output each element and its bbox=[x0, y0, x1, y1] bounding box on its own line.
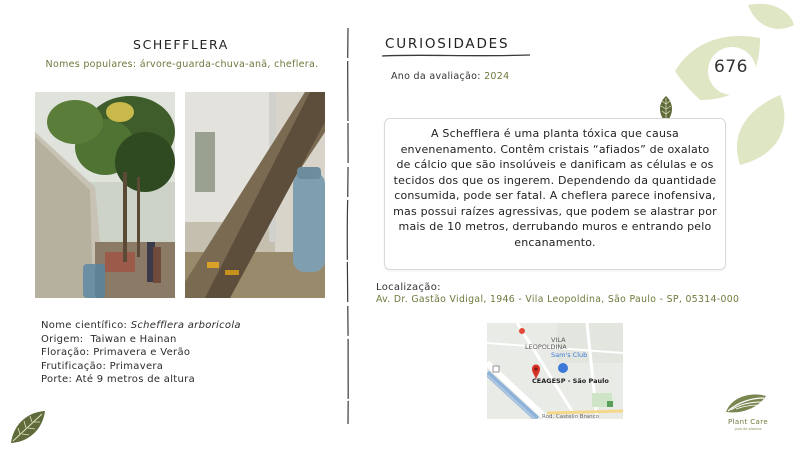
brand-name: Plant Care bbox=[727, 418, 769, 426]
food-pin-icon bbox=[519, 328, 525, 334]
fact-value: Taiwan e Hainan bbox=[90, 333, 177, 345]
curiosity-text: A Schefflera é uma planta tóxica que causa envenenamento. Contêm cristais “afiados” de oxalato de cálcio que são insolúveis e danificam as células e os tecidos dos que os ingerem. Dependendo da quantidade consumida, pode ser fatal. A cheflera parece inofensiva, mas possui raízes agressivas, que podem se alastrar por mais de 10 metros, derrubando muros e entrando pelo encanamento. bbox=[393, 127, 717, 249]
brand-tagline: guia de plantas bbox=[734, 427, 762, 431]
map-district-line2: LEOPOLDINA bbox=[525, 343, 567, 351]
fact-value: Primavera e Verão bbox=[93, 347, 191, 359]
fact-label: Nome científico: bbox=[41, 320, 128, 331]
fact-value: Primavera bbox=[109, 360, 164, 372]
map-district-line1: VILA bbox=[551, 336, 566, 344]
fact-label: Porte: bbox=[41, 374, 73, 386]
fact-fruiting bbox=[41, 360, 241, 374]
location-map[interactable] bbox=[487, 323, 623, 419]
badge-number: 676 bbox=[714, 57, 748, 77]
fact-origin bbox=[41, 333, 241, 347]
decorative-leaves bbox=[670, 0, 800, 175]
year-label: Ano da avaliação: bbox=[391, 71, 481, 82]
fact-label: Frutificação: bbox=[41, 360, 107, 372]
location-address: Av. Dr. Gastão Vidigal, 1946 - Vila Leopoldina, São Paulo - SP, 05314-000 bbox=[376, 294, 740, 305]
fact-size bbox=[41, 373, 241, 387]
leaf-icon bbox=[8, 408, 48, 446]
fact-label: Floração: bbox=[41, 347, 90, 359]
location-label: Localização: bbox=[376, 282, 441, 293]
plant-facts bbox=[41, 319, 241, 387]
map-place-2: CEAGESP - São Paulo bbox=[532, 377, 609, 385]
plant-photo-tree bbox=[35, 92, 175, 298]
year-value: 2024 bbox=[484, 71, 510, 82]
brand-logo-icon bbox=[722, 390, 770, 416]
plant-photo-trunk bbox=[185, 92, 325, 298]
fact-value: Até 9 metros de altura bbox=[75, 374, 195, 386]
fact-flowering bbox=[41, 346, 241, 360]
plant-title: SCHEFFLERA bbox=[133, 37, 229, 52]
evaluation-year bbox=[391, 71, 509, 82]
place-pin-icon bbox=[558, 363, 568, 373]
fact-scientific-name bbox=[41, 319, 241, 333]
map-place-1: Sam's Club bbox=[551, 351, 588, 359]
title-underline bbox=[382, 52, 530, 60]
vertical-divider bbox=[345, 28, 351, 424]
fact-label: Origem: bbox=[41, 333, 84, 345]
fact-value: Schefflera arboricola bbox=[130, 320, 241, 331]
curiosities-title: CURIOSIDADES bbox=[385, 36, 510, 52]
map-road-label: Rod. Castello Branco bbox=[542, 414, 599, 419]
popular-names: Nomes populares: árvore-guarda-chuva-anã, cheflera. bbox=[45, 59, 319, 70]
